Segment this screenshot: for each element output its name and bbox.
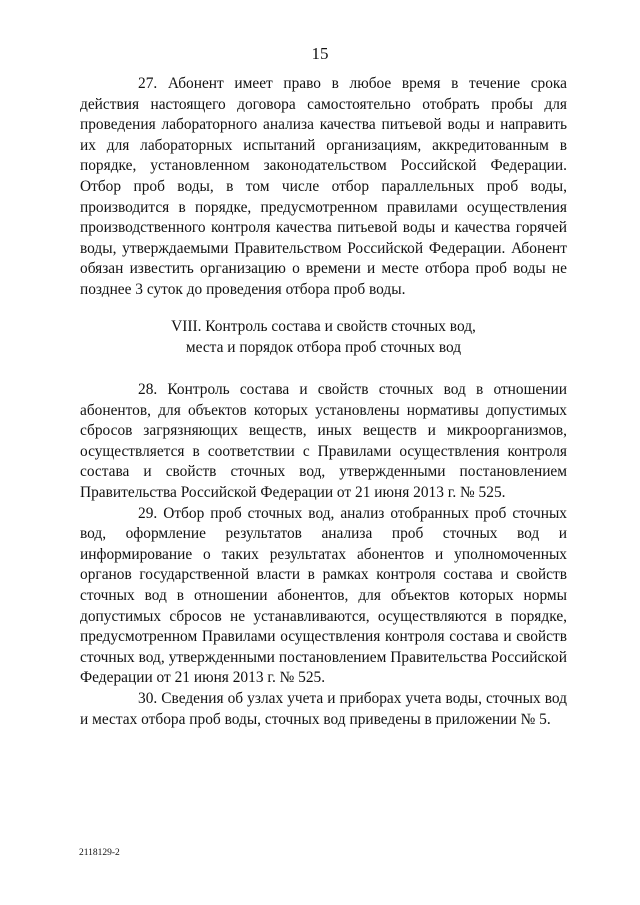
section-body [80,380,567,730]
paragraph-29: 29. Отбор проб сточных вод, анализ отобранных проб сточных вод, оформление результатов анализа проб сточных вод и информирование о таких результатах абонентов и уполномоченных органов государственной власти в рамках контроля состава и свойств сточных вод в отношении абонентов, для объектов которых нормы допустимых сбросов не устанавливаются, осуществляются в порядке, предусмотренном Правилами осуществления контроля состава и свойств сточных вод, утвержденными постановлением Правительства Российской Федерации от 21 июня 2013 г. № 525. [80,504,567,687]
section-heading-line-1: VIII. Контроль состава и свойств сточных вод, [171,318,476,335]
page-number: 15 [311,44,329,63]
paragraph-28: 28. Контроль состава и свойств сточных вод в отношении абонентов, для объектов которых установлены нормативы допустимых сбросов загрязняющих веществ, иных веществ и микроорганизмов, осуществляется в соответствии с Правилами осуществления контроля состава и свойств сточных вод, утвержденными постановлением Правительства Российской Федерации от 21 июня 2013 г. № 525. [80,381,567,501]
paragraph-30: 30. Сведения об узлах учета и приборах учета воды, сточных вод и местах отбора проб воды, сточных вод приведены в приложении № 5. [80,689,567,728]
document-code: 2118129-2 [79,848,120,858]
paragraph-27-block [80,74,567,301]
section-heading [80,316,567,358]
section-heading-line-2: места и порядок отбора проб сточных вод [185,339,462,356]
paragraph-27: 27. Абонент имеет право в любое время в течение срока действия настоящего договора самостоятельно отобрать пробы для проведения лабораторного анализа качества питьевой воды и направить их для лабораторных испытаний организациям, аккредитованным в порядке, установленном законодательством Российской Федерации. Отбор проб воды, в том числе отбор параллельных проб воды, производится в порядке, предусмотренном правилами осуществления производственного контроля качества питьевой воды и качества горячей воды, утверждаемыми Правительством Российской Федерации. Абонент обязан известить организацию о времени и месте отбора проб воды не позднее 3 суток до проведения отбора проб воды. [80,75,567,298]
